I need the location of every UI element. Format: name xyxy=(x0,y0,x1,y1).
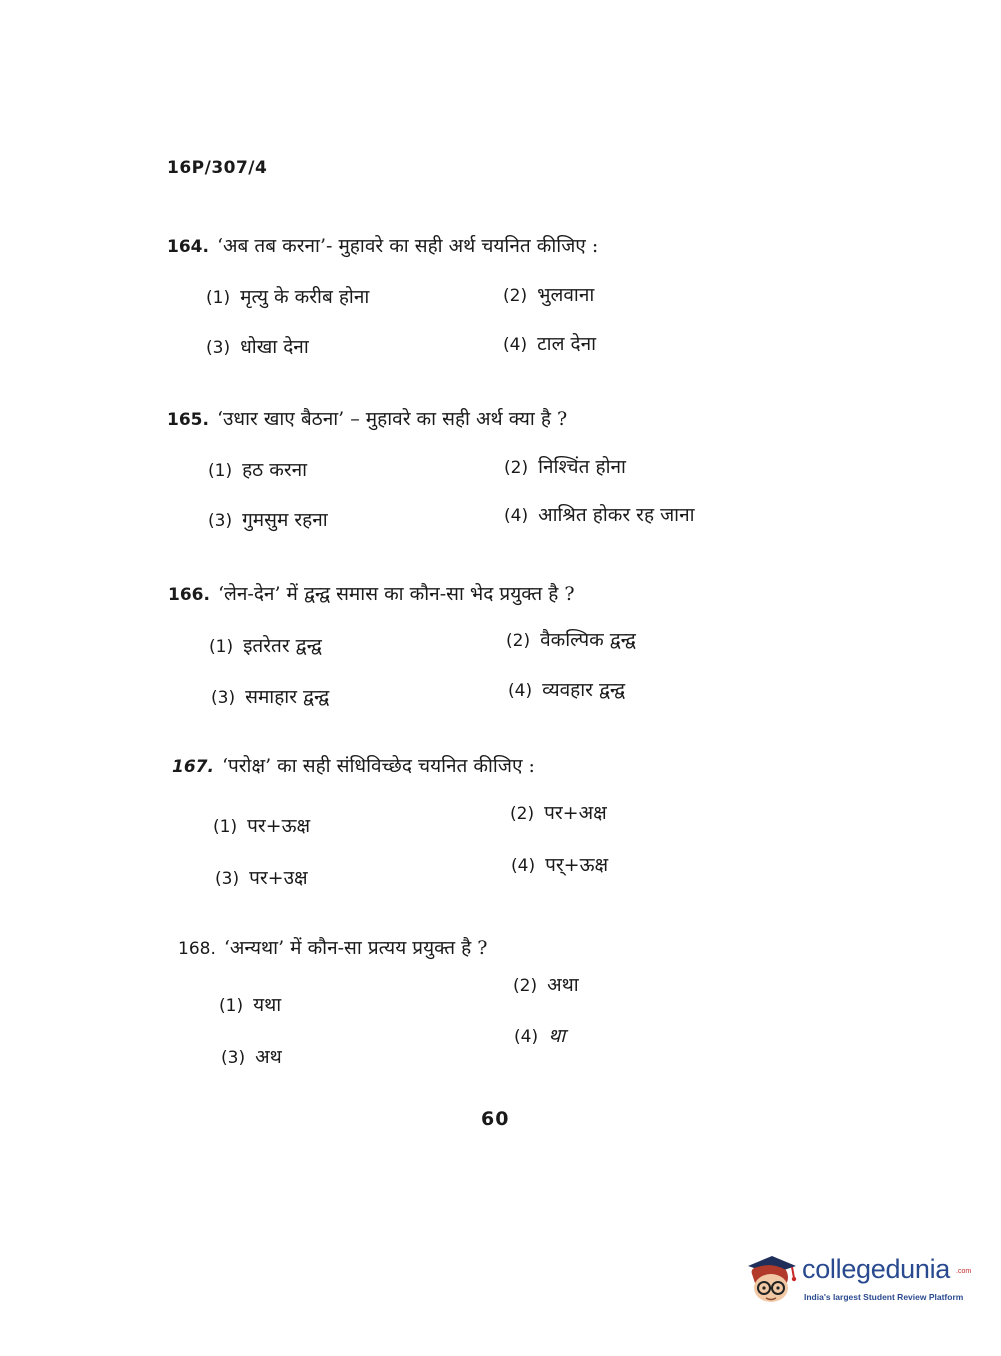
option-4 xyxy=(503,330,596,356)
option-4 xyxy=(511,851,608,877)
option-text: व्यवहार द्वन्द्व xyxy=(542,679,626,701)
option-text: गुमसुम रहना xyxy=(242,509,328,531)
option-number: (2) xyxy=(513,976,538,996)
question-number: 167. xyxy=(172,757,214,777)
option-text: पर्+ऊक्ष xyxy=(545,854,609,876)
page-number: 60 xyxy=(481,1108,510,1130)
option-1 xyxy=(213,812,310,838)
option-number: (1) xyxy=(206,288,231,308)
option-1 xyxy=(206,283,369,309)
option-3 xyxy=(211,683,329,709)
option-number: (3) xyxy=(215,869,240,889)
option-text: धोखा देना xyxy=(240,336,309,358)
option-3 xyxy=(206,333,309,359)
option-4 xyxy=(504,501,695,527)
option-number: (2) xyxy=(506,631,531,651)
option-2 xyxy=(510,799,607,825)
option-2 xyxy=(506,626,636,652)
option-text: निश्चिंत होना xyxy=(538,456,626,478)
question-number: 165. xyxy=(167,410,209,430)
option-3 xyxy=(208,506,328,532)
question-text: ‘अब तब करना’- मुहावरे का सही अर्थ चयनित कीजिए : xyxy=(216,235,599,257)
question-number: 164. xyxy=(167,237,209,257)
option-text: पर+अक्ष xyxy=(544,802,607,824)
question-text: ‘लेन-देन’ में द्वन्द्व समास का कौन-सा भेद प्रयुक्त है ? xyxy=(217,583,575,605)
question-text: ‘परोक्ष’ का सही संधिविच्छेद चयनित कीजिए : xyxy=(221,755,535,777)
option-number: (2) xyxy=(503,286,528,306)
option-number: (1) xyxy=(213,817,238,837)
option-number: (3) xyxy=(221,1048,246,1068)
question-number: 166. xyxy=(168,585,210,605)
brand-tagline: India's largest Student Review Platform xyxy=(804,1292,964,1302)
option-text: मृत्यु के करीब होना xyxy=(240,286,370,308)
collegedunia-watermark xyxy=(742,1248,972,1312)
question-stem xyxy=(172,752,535,778)
option-text: इतरेतर द्वन्द्व xyxy=(243,635,322,657)
option-number: (3) xyxy=(208,511,233,531)
option-number: (1) xyxy=(219,996,244,1016)
option-3 xyxy=(221,1043,282,1069)
brand-dotcom: .com xyxy=(956,1268,972,1275)
option-number: (2) xyxy=(510,804,535,824)
option-text: समाहार द्वन्द्व xyxy=(245,686,330,708)
option-number: (4) xyxy=(503,335,528,355)
option-number: (1) xyxy=(209,637,234,657)
option-text: था xyxy=(548,1025,566,1047)
option-number: (3) xyxy=(206,338,231,358)
question-text: ‘अन्यथा’ में कौन-सा प्रत्यय प्रयुक्त है ? xyxy=(223,937,488,959)
question-stem xyxy=(178,934,487,960)
option-text: हठ करना xyxy=(242,459,308,481)
question-text: ‘उधार खाए बैठना’ – मुहावरे का सही अर्थ क्या है ? xyxy=(216,408,568,430)
option-2 xyxy=(504,453,626,479)
option-1 xyxy=(208,456,307,482)
option-text: पर+ऊक्ष xyxy=(247,815,311,837)
option-text: भुलवाना xyxy=(537,284,595,306)
brand-name: collegedunia xyxy=(802,1254,951,1284)
question-number: 168. xyxy=(178,939,216,959)
option-number: (4) xyxy=(504,506,529,526)
question-stem xyxy=(167,232,598,258)
option-text: पर+उक्ष xyxy=(249,867,308,889)
option-text: अथ xyxy=(255,1046,282,1068)
option-number: (1) xyxy=(208,461,233,481)
option-text: टाल देना xyxy=(537,333,597,355)
option-number: (2) xyxy=(504,458,529,478)
student-mascot-icon xyxy=(742,1250,800,1308)
option-text: आश्रित होकर रह जाना xyxy=(538,504,695,526)
option-1 xyxy=(219,991,281,1017)
option-2 xyxy=(513,971,579,997)
option-3 xyxy=(215,864,308,890)
option-number: (3) xyxy=(211,688,236,708)
option-4 xyxy=(514,1022,565,1048)
question-stem xyxy=(168,580,575,606)
option-1 xyxy=(209,632,322,658)
option-number: (4) xyxy=(514,1027,539,1047)
option-number: (4) xyxy=(508,681,533,701)
option-text: वैकल्पिक द्वन्द्व xyxy=(540,629,636,651)
question-stem xyxy=(167,405,567,431)
option-2 xyxy=(503,281,594,307)
option-text: यथा xyxy=(253,994,282,1016)
option-text: अथा xyxy=(547,974,579,996)
option-number: (4) xyxy=(511,856,536,876)
option-4 xyxy=(508,676,625,702)
paper-code: 16P/307/4 xyxy=(167,158,268,178)
